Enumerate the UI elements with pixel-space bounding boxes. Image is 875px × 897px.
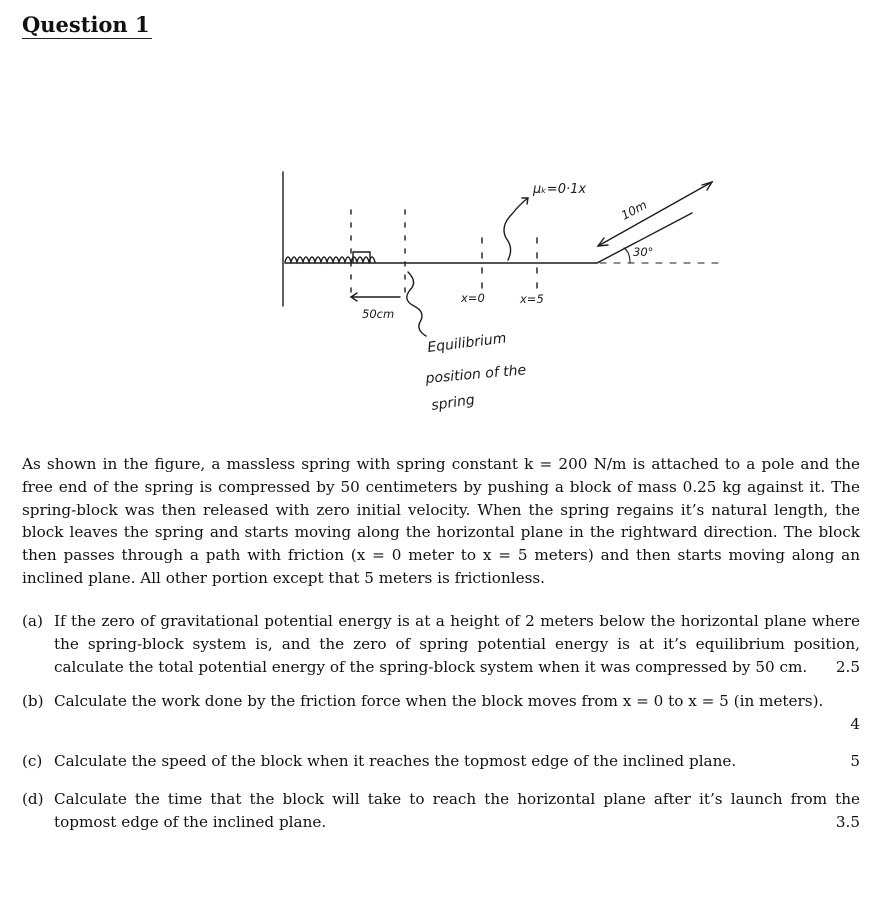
part-d-label: (d) <box>22 790 44 808</box>
distance-label: 10m <box>618 197 650 223</box>
block <box>353 252 370 262</box>
x0-label: x=0 <box>461 291 485 305</box>
spring-coil <box>285 257 375 262</box>
part-a-marks: 2.5 <box>835 657 860 676</box>
part-b-label: (b) <box>22 692 44 710</box>
angle-label: 30° <box>633 245 654 259</box>
part-b-marks: 4 <box>850 714 860 733</box>
friction-label: μₖ=0·1x <box>533 182 587 197</box>
part-c <box>22 750 860 773</box>
question-title: Question 1 <box>22 12 150 37</box>
part-a-label: (a) <box>22 612 43 630</box>
part-a-text: If the zero of gravitational potential energy is at a height of 2 meters below the horizontal plane where the spring-block system is, and the zero of spring potential energy is at it’s equilibrium position, calculate the total potential energy of the spring-block system when it was compressed by 50 cm. <box>54 612 860 676</box>
figure-drawing <box>0 0 875 440</box>
part-a <box>22 610 860 678</box>
incline-length-line <box>598 182 712 246</box>
x5-label: x=5 <box>520 292 544 306</box>
equilibrium-note-line-3: spring <box>430 392 476 414</box>
part-d-marks: 3.5 <box>835 812 860 831</box>
equilibrium-note-line-1: Equilibrium <box>426 330 508 356</box>
part-d-text: Calculate the time that the block will take to reach the horizontal plane after it’s launch from the topmost edge of the inclined plane. <box>54 790 860 831</box>
angle-arc <box>624 248 630 263</box>
equilibrium-pointer <box>407 272 426 336</box>
problem-statement: As shown in the figure, a massless spring with spring constant k = 200 N/m is attached to a pole and the free end of the spring is compressed by 50 centimeters by pushing a block of mass 0.25 kg against it. The spring-block was then released with zero initial velocity. When the spring regains it’s natural length, the block leaves the spring and starts moving along the horizontal plane in the rightward direction. The block then passes through a path with friction (x = 0 meter to x = 5 meters) and then starts moving along an inclined plane. All other portion except that 5 meters is frictionless. <box>22 455 860 587</box>
part-d <box>22 788 860 834</box>
part-b <box>22 690 860 736</box>
physics-figure <box>0 0 875 440</box>
compression-label: 50cm <box>362 307 395 321</box>
equilibrium-note-line-2: position of the <box>424 362 527 387</box>
part-b-text: Calculate the work done by the friction force when the block moves from x = 0 to x = 5 (in meters). <box>54 692 824 710</box>
part-c-label: (c) <box>22 752 43 770</box>
friction-pointer <box>504 198 528 260</box>
part-c-marks: 5 <box>850 752 860 770</box>
part-c-text: Calculate the speed of the block when it reaches the topmost edge of the inclined plane. <box>54 752 737 770</box>
